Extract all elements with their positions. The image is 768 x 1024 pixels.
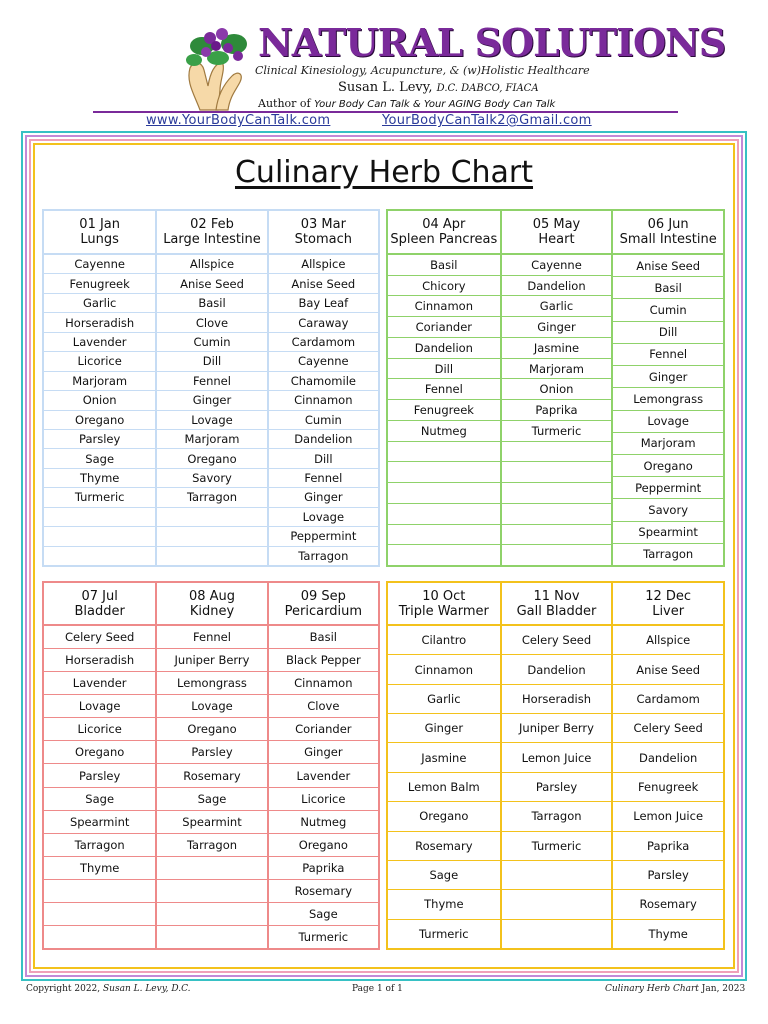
month-header [269,211,378,255]
herb-cell: Turmeric [502,421,612,442]
herb-cell: Cayenne [44,255,155,274]
month-header [388,211,500,255]
month-label: 12 Dec [645,588,692,604]
month-header [157,211,266,255]
herb-cell [157,547,266,565]
herb-cell: Celery Seed [502,626,612,655]
herb-cell [502,483,612,504]
herb-cell: Cinnamon [269,672,378,695]
organ-label: Triple Warmer [398,603,489,619]
month-header [613,211,723,255]
herb-cell: Parsley [157,741,266,764]
herb-cell: Lemon Juice [613,802,723,831]
organ-label: Heart [538,232,575,247]
herb-cell [157,926,266,948]
herb-cell: Allspice [157,255,266,274]
herb-cell: Parsley [613,861,723,890]
herb-cell: Chamomile [269,372,378,391]
herb-cell: Lemongrass [613,388,723,410]
herb-cell: Dill [269,449,378,468]
herb-cell: Sage [269,903,378,926]
organ-label: Bladder [74,603,125,619]
herb-cell [502,861,612,890]
herb-cell: Onion [502,379,612,400]
herb-cell [502,504,612,525]
herb-cell: Fennel [157,626,266,649]
herb-cell: Allspice [269,255,378,274]
herb-cell: Tarragon [44,834,155,857]
herb-cell: Bay Leaf [269,294,378,313]
organ-label: Gall Bladder [516,603,597,619]
herb-cell: Tarragon [643,547,694,562]
herb-cell: Lavender [269,764,378,787]
herb-cell: Lovage [157,411,266,430]
herb-list [269,255,378,565]
herb-cell: Sage [44,449,155,468]
herb-cell: Garlic [44,294,155,313]
copyright-name: Susan L. Levy, D.C. [103,984,191,994]
herb-cell: Cinnamon [269,391,378,410]
month-header [502,211,612,255]
herb-cell [388,483,500,504]
herb-cell: Fenugreek [388,400,500,421]
herb-cell: Juniper Berry [502,714,612,743]
herb-cell: Juniper Berry [157,649,266,672]
copyright-prefix: Copyright 2022, [26,984,101,994]
herb-cell: Oregano [269,834,378,857]
website-link[interactable]: www.YourBodyCanTalk.com [146,113,331,128]
herb-cell: Paprika [613,832,723,861]
herb-cell: Dandelion [269,430,378,449]
footer-page-number: Page 1 of 1 [352,984,403,994]
herb-cell: Dill [157,352,266,371]
herb-cell [388,462,500,483]
month-column [155,583,266,948]
month-column [44,211,155,565]
herb-cell: Licorice [44,718,155,741]
herb-cell: Tarragon [157,488,266,507]
month-header [269,583,378,626]
herb-cell [44,547,155,565]
author-line [338,80,539,95]
herb-cell: Ginger [157,391,266,410]
herb-list [388,255,500,565]
herb-cell: Cardamom [613,685,723,714]
herb-list [157,626,266,948]
hands-violets-logo [180,24,255,112]
herb-cell: Thyme [44,469,155,488]
month-header [613,583,723,626]
herb-cell: Black Pepper [269,649,378,672]
herb-cell: Anise Seed [613,255,723,277]
quadrant-apr-jun [386,209,725,567]
month-header [44,211,155,255]
herb-cell: Horseradish [502,685,612,714]
herb-cell: Tarragon [298,548,349,563]
herb-cell: Paprika [502,400,612,421]
herb-cell: Rosemary [157,764,266,787]
herb-cell: Coriander [269,718,378,741]
herb-cell [502,920,612,948]
herb-cell: Oregano [44,741,155,764]
herb-list [44,255,155,565]
herb-cell: Oregano [44,411,155,430]
herb-cell [502,890,612,919]
herb-cell: Celery Seed [44,626,155,649]
herb-cell: Ginger [269,488,378,507]
herb-cell: Marjoram [44,372,155,391]
herb-cell: Cardamom [269,333,378,352]
herb-cell: Turmeric [298,930,349,945]
quadrant-jul-sep [42,581,380,950]
month-label: 06 Jun [647,217,689,232]
month-label: 11 Nov [533,588,580,604]
herb-cell: Ginger [388,714,500,743]
herb-cell [388,545,500,565]
month-header [44,583,155,626]
herb-cell: Sage [157,788,266,811]
herb-cell: Nutmeg [269,811,378,834]
organ-label: Liver [652,603,685,619]
herb-cell: Oregano [613,455,723,477]
organ-label: Small Intestine [619,232,717,247]
email-link[interactable]: YourBodyCanTalk2@Gmail.com [382,113,592,128]
herb-cell: Dandelion [613,743,723,772]
month-label: 05 May [532,217,581,232]
month-column [611,211,723,565]
footer-doc-name: Culinary Herb Chart [605,984,699,994]
herb-cell: Onion [44,391,155,410]
herb-cell: Lavender [44,333,155,352]
month-column [388,211,500,565]
herb-cell: Anise Seed [613,655,723,684]
month-column [267,583,378,948]
herb-cell: Dill [613,322,723,344]
herb-cell: Marjoram [157,430,266,449]
herb-cell: Basil [613,277,723,299]
month-header [157,583,266,626]
herb-cell: Fennel [388,379,500,400]
herb-cell: Lemongrass [157,672,266,695]
herb-cell: Fennel [613,344,723,366]
herb-cell: Nutmeg [388,421,500,442]
books-prefix: Author of [258,97,311,110]
quadrant-jan-mar [42,209,380,567]
herb-cell: Chicory [388,276,500,297]
herb-cell: Ginger [613,366,723,388]
herb-list [388,626,500,948]
herb-cell: Lovage [613,411,723,433]
herb-cell: Parsley [502,773,612,802]
herb-cell [44,903,155,926]
herb-cell: Lovage [157,695,266,718]
month-header [388,583,500,626]
herb-cell: Anise Seed [269,274,378,293]
month-column [500,583,612,948]
herb-cell: Cumin [269,411,378,430]
herb-cell: Licorice [44,352,155,371]
herb-cell: Dandelion [502,276,612,297]
herb-cell: Peppermint [269,527,378,546]
herb-cell: Ginger [269,741,378,764]
herb-cell [44,527,155,546]
herb-cell: Spearmint [613,522,723,544]
herb-cell: Spearmint [157,811,266,834]
herb-cell: Rosemary [388,832,500,861]
herb-cell: Horseradish [44,313,155,332]
herb-cell: Jasmine [502,338,612,359]
herb-cell: Thyme [388,890,500,919]
herb-cell [502,545,612,565]
month-column [44,583,155,948]
herb-list [157,255,266,565]
month-label: 09 Sep [300,588,346,604]
month-label: 04 Apr [422,217,466,232]
herb-cell: Cumin [613,299,723,321]
herb-cell: Horseradish [44,649,155,672]
herb-cell: Clove [269,695,378,718]
books-line [258,97,555,110]
herb-list [613,626,723,948]
herb-cell: Peppermint [613,477,723,499]
page-title: Culinary Herb Chart [234,155,534,190]
herb-cell [157,527,266,546]
organ-label: Spleen Pancreas [390,232,498,247]
footer-doc-date: Jan, 2023 [701,984,746,994]
footer-doc-info [605,984,745,994]
herb-cell: Fennel [269,469,378,488]
herb-cell: Fenugreek [613,773,723,802]
organ-label: Lungs [80,232,119,247]
herb-cell: Lemon Juice [502,743,612,772]
herb-cell: Oregano [388,802,500,831]
herb-cell: Savory [613,499,723,521]
herb-cell: Thyme [648,926,688,941]
herb-cell: Oregano [157,449,266,468]
herb-cell: Garlic [502,296,612,317]
author-name: Susan L. Levy, [338,80,433,95]
herb-cell [157,857,266,880]
month-column [611,583,723,948]
herb-cell: Coriander [388,317,500,338]
tagline: Clinical Kinesiology, Acupuncture, & (w)Holistic Healthcare [255,64,590,77]
herb-cell: Turmeric [502,832,612,861]
herb-list [502,255,612,565]
herb-cell: Cumin [157,333,266,352]
herb-cell: Basil [388,255,500,276]
herb-list [44,626,155,948]
herb-cell: Marjoram [613,433,723,455]
organ-label: Kidney [189,603,235,619]
herb-cell: Basil [157,294,266,313]
herb-cell: Basil [269,626,378,649]
herb-cell: Dandelion [502,655,612,684]
herb-cell: Turmeric [44,488,155,507]
herb-cell: Garlic [388,685,500,714]
herb-cell: Cinnamon [388,296,500,317]
month-header [502,583,612,626]
herb-cell [388,504,500,525]
herb-cell: Fennel [157,372,266,391]
herb-cell: Cayenne [269,352,378,371]
month-label: 07 Jul [81,588,118,604]
herb-cell: Thyme [44,857,155,880]
herb-cell: Tarragon [502,802,612,831]
books-titles: Your Body Can Talk & Your AGING Body Can Talk [314,99,556,110]
herb-list [502,626,612,948]
herb-cell: Anise Seed [157,274,266,293]
herb-cell: Lovage [269,508,378,527]
herb-cell: Tarragon [157,834,266,857]
herb-cell: Caraway [269,313,378,332]
herb-cell: Oregano [157,718,266,741]
herb-cell [44,880,155,903]
month-label: 03 Mar [300,217,346,232]
herb-cell [157,508,266,527]
herb-cell: Rosemary [269,880,378,903]
herb-cell: Cayenne [502,255,612,276]
herb-list [613,255,723,565]
herb-cell: Dill [388,359,500,380]
month-label: 08 Aug [188,588,236,604]
quadrant-oct-dec [386,581,725,950]
herb-cell: Savory [157,469,266,488]
month-label: 01 Jan [79,217,121,232]
herb-cell [157,880,266,903]
herb-cell [44,508,155,527]
herb-cell: Rosemary [613,890,723,919]
herb-cell [502,442,612,463]
herb-cell [44,926,155,948]
herb-cell [502,525,612,546]
month-label: 02 Feb [190,217,234,232]
herb-cell: Fenugreek [44,274,155,293]
herb-cell: Turmeric [419,926,469,941]
herb-cell [388,442,500,463]
herb-cell [157,903,266,926]
herb-cell: Lemon Balm [388,773,500,802]
organ-label: Stomach [294,232,352,247]
month-label: 10 Oct [422,588,466,604]
herb-cell: Licorice [269,788,378,811]
herb-cell [502,462,612,483]
herb-cell: Cinnamon [388,655,500,684]
herb-cell: Ginger [502,317,612,338]
herb-cell: Lavender [44,672,155,695]
herb-cell: Parsley [44,430,155,449]
herb-cell: Celery Seed [613,714,723,743]
herb-cell: Clove [157,313,266,332]
herb-cell: Spearmint [44,811,155,834]
author-credentials: D.C. DABCO, FIACA [436,83,539,94]
footer-copyright [26,984,191,994]
brand-name: NATURAL SOLUTIONS [258,20,726,65]
organ-label: Large Intestine [163,232,261,247]
herb-cell: Jasmine [388,743,500,772]
month-column [388,583,500,948]
herb-list [269,626,378,948]
herb-cell: Paprika [269,857,378,880]
herb-cell [388,525,500,546]
herb-cell: Allspice [613,626,723,655]
herb-cell: Dandelion [388,338,500,359]
herb-cell: Sage [44,788,155,811]
herb-cell: Marjoram [502,359,612,380]
month-column [500,211,612,565]
herb-cell: Cilantro [388,626,500,655]
herb-cell: Parsley [44,764,155,787]
organ-label: Pericardium [284,603,362,619]
month-column [267,211,378,565]
herb-cell: Sage [388,861,500,890]
month-column [155,211,266,565]
herb-cell: Lovage [44,695,155,718]
